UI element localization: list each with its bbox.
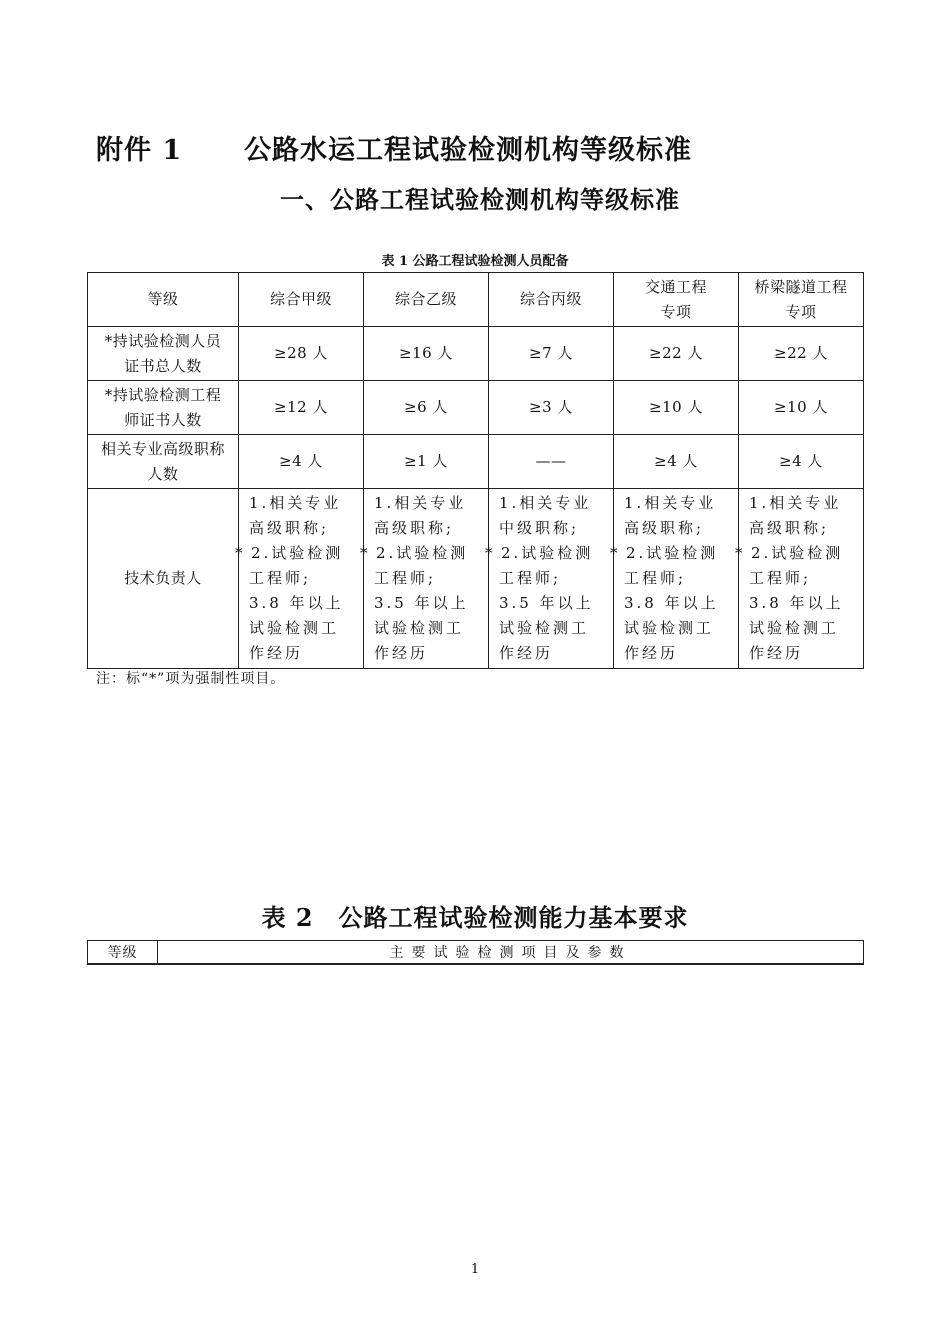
tech-requirement-cell: 1.相关专业 高级职称; * 2.试验检测 工程师; 3.8 年以上 试验检测工 作经历 [239, 489, 364, 669]
table-row [88, 435, 864, 489]
table-cell: —— [489, 435, 614, 489]
tech-requirement-cell: 1.相关专业 高级职称; * 2.试验检测 工程师; 3.5 年以上 试验检测工 作经历 [364, 489, 489, 669]
table-cell: ≥28 人 [239, 327, 364, 381]
table-header-row [88, 941, 864, 965]
table-cell: ≥22 人 [739, 327, 864, 381]
table-note: 注：标“*”项为强制性项目。 [96, 671, 286, 687]
table1-caption: 表 1 公路工程试验检测人员配备 [381, 254, 569, 269]
table-cell: ≥1 人 [364, 435, 489, 489]
row-label: *持试验检测工程 师证书人数 [88, 381, 239, 435]
page-number: 1 [470, 1262, 480, 1277]
personnel-table [87, 272, 864, 669]
attachment-label: 附件 1 [96, 135, 183, 166]
table-header-row [88, 273, 864, 327]
table-row [88, 381, 864, 435]
document-title: 公路水运工程试验检测机构等级标准 [244, 135, 692, 166]
table-cell: ≥7 人 [489, 327, 614, 381]
table-cell: ≥10 人 [614, 381, 739, 435]
tech-requirement-cell: 1.相关专业 高级职称; * 2.试验检测 工程师; 3.8 年以上 试验检测工 作经历 [614, 489, 739, 669]
table-cell: ≥10 人 [739, 381, 864, 435]
table-cell: ≥4 人 [614, 435, 739, 489]
row-label: *持试验检测人员 证书总人数 [88, 327, 239, 381]
tech-requirement-cell: 1.相关专业 中级职称; * 2.试验检测 工程师; 3.5 年以上 试验检测工 作经历 [489, 489, 614, 669]
tech-requirement-cell: 1.相关专业 高级职称; * 2.试验检测 工程师; 3.8 年以上 试验检测工 作经历 [739, 489, 864, 669]
table-cell: ≥16 人 [364, 327, 489, 381]
header-cell-items: 主要试验检测项目及参数 [158, 941, 864, 965]
table-cell: ≥6 人 [364, 381, 489, 435]
table2-title: 表 2 公路工程试验检测能力基本要求 [261, 903, 689, 932]
row-label: 技术负责人 [88, 489, 239, 669]
header-cell-comprehensive-b: 综合乙级 [364, 273, 489, 327]
table-row [88, 327, 864, 381]
document-heading [96, 128, 890, 168]
header-cell-bridge-tunnel: 桥梁隧道工程 专项 [739, 273, 864, 327]
row-label: 相关专业高级职称 人数 [88, 435, 239, 489]
table-cell: ≥3 人 [489, 381, 614, 435]
header-cell-traffic-engineering: 交通工程 专项 [614, 273, 739, 327]
table-cell: ≥12 人 [239, 381, 364, 435]
capability-table [87, 940, 864, 965]
header-cell-comprehensive-a: 综合甲级 [239, 273, 364, 327]
header-cell-comprehensive-c: 综合丙级 [489, 273, 614, 327]
header-cell-grade: 等级 [88, 273, 239, 327]
technical-lead-row [88, 489, 864, 669]
table-cell: ≥22 人 [614, 327, 739, 381]
header-cell-grade: 等级 [88, 941, 158, 965]
table-cell: ≥4 人 [239, 435, 364, 489]
table-cell: ≥4 人 [739, 435, 864, 489]
section-title: 一、公路工程试验检测机构等级标准 [280, 185, 680, 214]
